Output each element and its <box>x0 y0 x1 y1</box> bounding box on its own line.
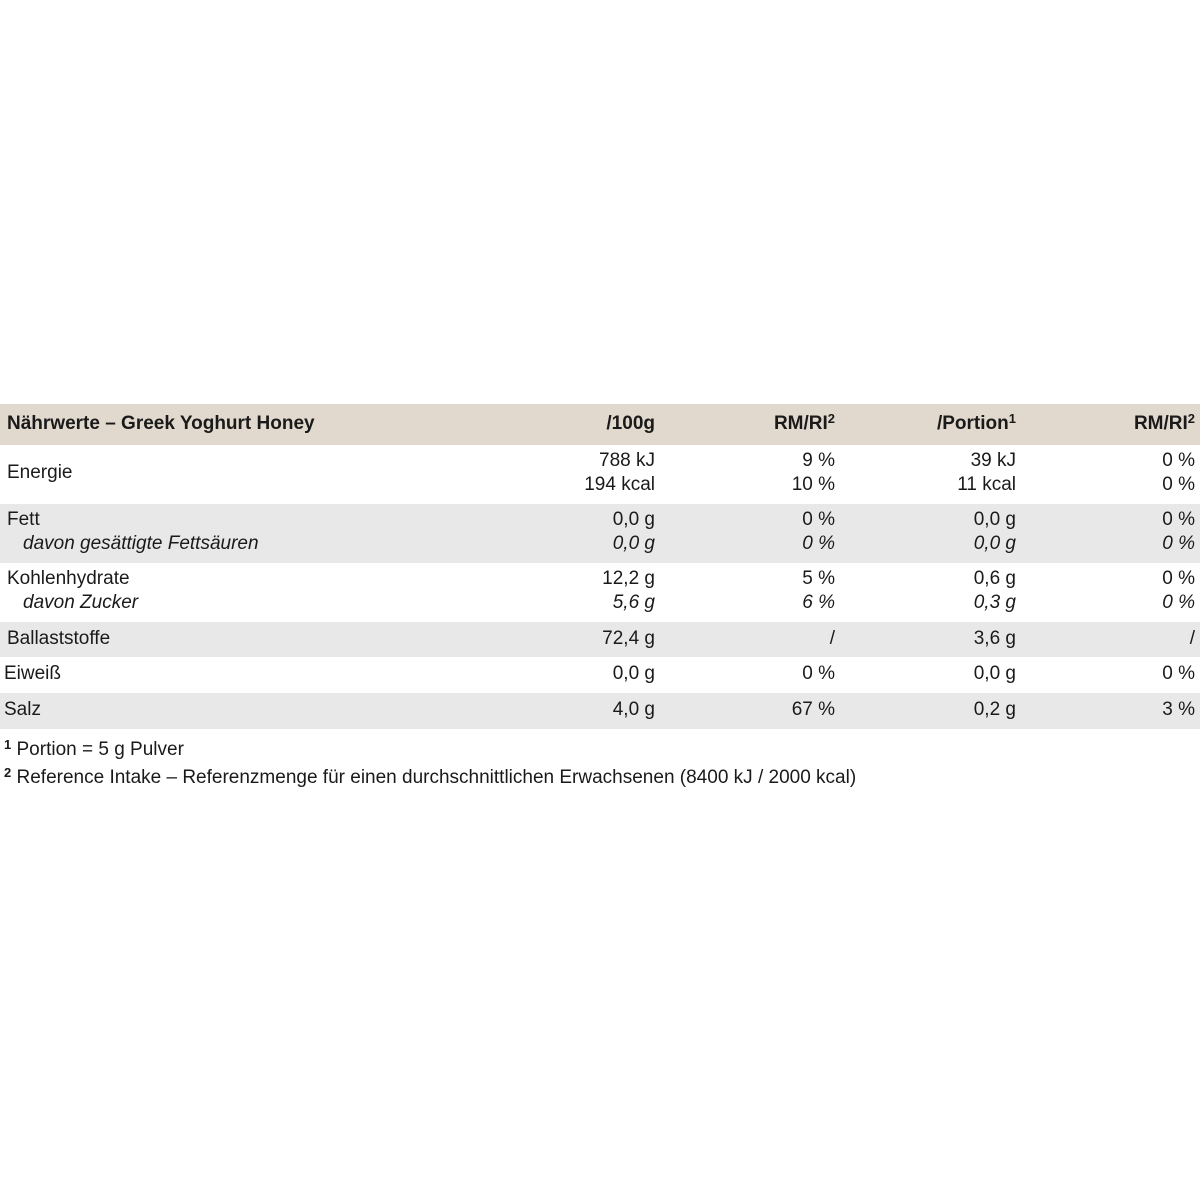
footnote-reference-intake: $^2$ Reference Intake – Referenzmenge für einen durchschnittlichen Erwachsenen (8400 kJ / 2000 kcal) <box>4 765 857 788</box>
footnote-portion: $^1$ Portion = 5 g Pulver <box>4 737 184 760</box>
nutrition-table <box>0 404 1200 729</box>
value-ri-100g: 0 % 0 % <box>802 509 835 554</box>
value-ri-portion: 0 % <box>1162 663 1195 684</box>
value-per-100g: 788 kJ 194 kcal <box>584 450 655 495</box>
table-row-energie <box>0 445 1200 504</box>
row-label: Eiweiß <box>4 663 62 684</box>
table-header-row <box>0 404 1200 445</box>
table-row-kohlenhydrate <box>0 563 1200 622</box>
value-ri-100g: 67 % <box>791 699 835 720</box>
value-per-100g: 0,0 g 0,0 g <box>612 509 655 554</box>
row-label: Salz <box>4 699 41 720</box>
row-label: Kohlenhydrate davon Zucker <box>7 568 139 613</box>
value-per-portion: 0,2 g <box>973 699 1016 720</box>
value-ri-portion: 0 % 0 % <box>1162 450 1195 495</box>
column-header-per-portion: /Portion$^1$ <box>936 411 1016 434</box>
row-sublabel: davon Zucker <box>23 592 139 613</box>
value-per-100g: 0,0 g <box>612 663 655 684</box>
value-ri-portion: 0 % 0 % <box>1162 568 1195 613</box>
row-label: Fett davon gesättigte Fettsäuren <box>7 509 259 554</box>
value-ri-portion: 3 % <box>1162 699 1195 720</box>
value-ri-100g: 0 % <box>802 663 835 684</box>
table-row-salz <box>0 693 1200 729</box>
row-sublabel: davon gesättigte Fettsäuren <box>23 533 259 554</box>
footnotes <box>4 736 856 792</box>
row-label: Ballaststoffe <box>7 628 111 649</box>
table-row-ballaststoffe <box>0 622 1200 657</box>
table-row-fett <box>0 504 1200 563</box>
value-ri-portion: 0 % 0 % <box>1162 509 1195 554</box>
column-header-ri-100g: $RM/RI^2$ <box>773 411 835 434</box>
value-per-portion: 0,0 g 0,0 g <box>973 509 1016 554</box>
value-per-100g: 4,0 g <box>612 699 655 720</box>
value-ri-100g: 5 % 6 % <box>802 568 835 613</box>
value-ri-100g: / <box>829 628 835 649</box>
value-per-100g: 12,2 g 5,6 g <box>602 568 655 613</box>
table-row-eiweiss <box>0 657 1200 693</box>
value-per-portion: 0,0 g <box>973 663 1016 684</box>
value-ri-100g: 9 % 10 % <box>791 450 835 495</box>
column-header-per-100g: /100g <box>606 413 655 434</box>
row-label: Energie <box>7 462 73 483</box>
column-header-ri-portion: $RM/RI^2$ <box>1133 411 1195 434</box>
table-title: Nährwerte – Greek Yoghurt Honey <box>7 413 315 434</box>
value-per-portion: 39 kJ 11 kcal <box>957 450 1016 495</box>
value-per-portion: 0,6 g 0,3 g <box>973 568 1016 613</box>
value-per-100g: 72,4 g <box>602 628 655 649</box>
value-ri-portion: / <box>1189 628 1195 649</box>
value-per-portion: 3,6 g <box>973 628 1016 649</box>
